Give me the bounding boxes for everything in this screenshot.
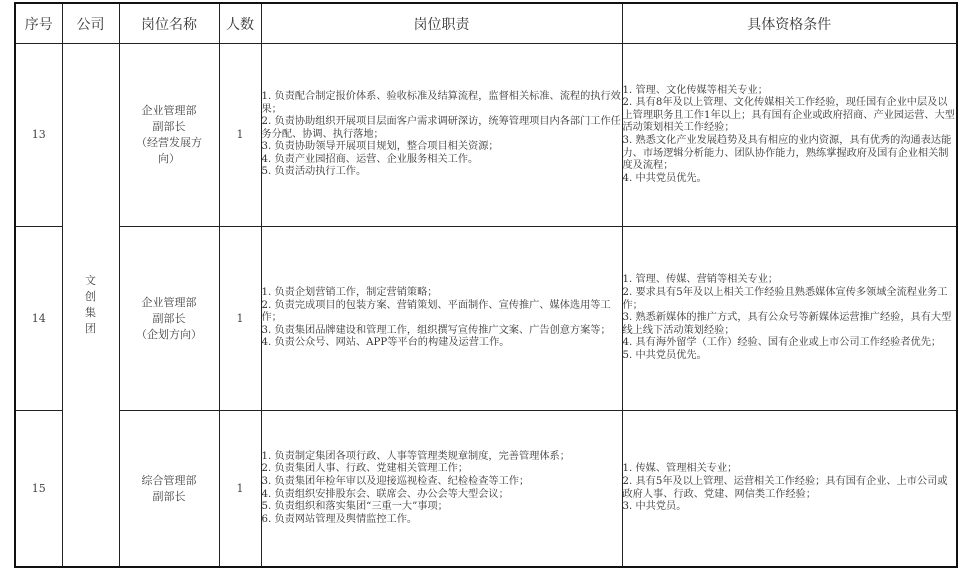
duty-item: 5. 负责活动执行工作。 xyxy=(261,166,367,178)
duty-item: 5. 负责组织和落实集团“三重一大”事项； xyxy=(261,501,448,513)
duty-item: 3. 负责集团年检年审以及迎接巡视检查、纪检检查等工作； xyxy=(261,475,530,487)
requirements-cell xyxy=(622,44,957,227)
row-seq: 13 xyxy=(15,44,62,227)
requirement-item: 4. 具有海外留学（工作）经验、国有企业或上市公司工作经验者优先； xyxy=(622,337,942,349)
duty-item: 4. 负责组织安排股东会、联席会、办公会等大型会议； xyxy=(261,488,509,500)
header-requirements: 具体资格条件 xyxy=(622,3,957,44)
duty-item: 6. 负责网站管理及舆情监控工作。 xyxy=(261,513,418,525)
position-name-cell xyxy=(119,227,219,411)
duties-cell xyxy=(261,227,622,411)
requirement-item: 2. 具有8年及以上管理、文化传媒相关工作经验，现任国有企业中层及以上管理职务且工作1年以上；具有国有企业或政府招商、产业园运营、大型活动策划相关工作经验； xyxy=(622,97,955,134)
duties-cell xyxy=(261,411,622,568)
table-header-row xyxy=(15,3,957,44)
duty-item: 1. 负责配合制定报价体系、验收标准及结算流程，监督相关标准、流程的执行效果； xyxy=(261,90,621,115)
position-line: 向） xyxy=(158,152,180,165)
requirement-item: 2. 要求具有5年及以上相关工作经验且熟悉媒体宣传多领域全流程业务工作； xyxy=(622,287,948,311)
duty-item: 1. 负责企划营销工作，制定营销策略； xyxy=(261,287,438,299)
requirement-item: 4. 中共党员优先。 xyxy=(622,172,707,184)
row-seq: 14 xyxy=(15,227,62,411)
header-company: 公司 xyxy=(62,3,119,44)
headcount-cell: 1 xyxy=(219,411,261,568)
position-line: 企业管理部 xyxy=(141,295,197,309)
position-line: （企划方向） xyxy=(136,327,202,341)
company-cell xyxy=(62,44,119,568)
header-seq: 序号 xyxy=(15,3,62,44)
duty-item: 3. 负责协助领导开展项目规划，整合项目相关资源； xyxy=(261,141,499,153)
job-positions-table xyxy=(14,2,958,568)
table-row xyxy=(15,411,957,568)
table-row xyxy=(15,44,957,227)
headcount-cell: 1 xyxy=(219,44,261,227)
position-line: 综合管理部 xyxy=(141,473,197,487)
duties-cell xyxy=(261,44,622,227)
requirements-cell xyxy=(622,227,957,411)
requirement-item: 2. 具有5年及以上管理、运营相关工作经验；具有国有企业、上市公司或政府人事、行政、党建、网信类工作经验； xyxy=(622,475,948,500)
duty-item: 2. 负责集团人事、行政、党建相关管理工作； xyxy=(261,463,469,475)
table-row xyxy=(15,227,957,411)
requirement-item: 3. 中共党员。 xyxy=(622,501,687,513)
position-name-cell xyxy=(119,411,219,568)
duty-item: 2. 负责完成项目的包装方案、营销策划、平面制作、宣传推广、媒体选用等工作； xyxy=(261,299,611,324)
requirement-item: 1. 管理、文化传媒等相关专业； xyxy=(622,84,768,96)
requirement-item: 3. 熟悉新媒体的推广方式，具有公众号等新媒体运营推广经验，具有大型线上线下活动策划经验； xyxy=(622,312,952,336)
header-duties: 岗位职责 xyxy=(261,3,622,44)
position-line: （经营发展方 xyxy=(136,136,202,149)
requirement-item: 1. 传媒、管理相关专业； xyxy=(622,463,738,475)
duty-item: 2. 负责协助组织开展项目层面客户需求调研深访，统筹管理项目内各部门工作任务分配、协调、执行落地； xyxy=(261,116,621,140)
position-line: 副部长 xyxy=(152,120,186,133)
requirement-item: 1. 管理、传媒、营销等相关专业； xyxy=(622,274,779,286)
position-line: 企业管理部 xyxy=(141,104,197,117)
duty-item: 1. 负责制定集团各项行政、人事等管理类规章制度，完善管理体系； xyxy=(261,450,570,462)
company-name-vertical: 文创集团 xyxy=(85,274,96,335)
requirements-cell xyxy=(622,411,957,568)
duty-item: 4. 负责产业园招商、运营、企业服务相关工作。 xyxy=(261,153,479,165)
duty-item: 4. 负责公众号、网站、APP等平台的构建及运营工作。 xyxy=(261,337,510,349)
row-seq: 15 xyxy=(15,411,62,568)
requirement-item: 5. 中共党员优先。 xyxy=(622,349,707,361)
header-count: 人数 xyxy=(219,3,261,44)
position-name-cell xyxy=(119,44,219,227)
position-line: 副部长 xyxy=(152,489,186,503)
headcount-cell: 1 xyxy=(219,227,261,411)
requirement-item: 3. 熟悉文化产业发展趋势及具有相应的业内资源，具有优秀的沟通表达能力、市场逻辑分析能力、团队协作能力，熟练掌握政府及国有企业相关制度及流程； xyxy=(622,135,952,172)
position-line: 副部长 xyxy=(152,311,186,325)
header-position: 岗位名称 xyxy=(119,3,219,44)
duty-item: 3. 负责集团品牌建设和管理工作，组织撰写宣传推广文案、广告创意方案等； xyxy=(261,324,611,336)
